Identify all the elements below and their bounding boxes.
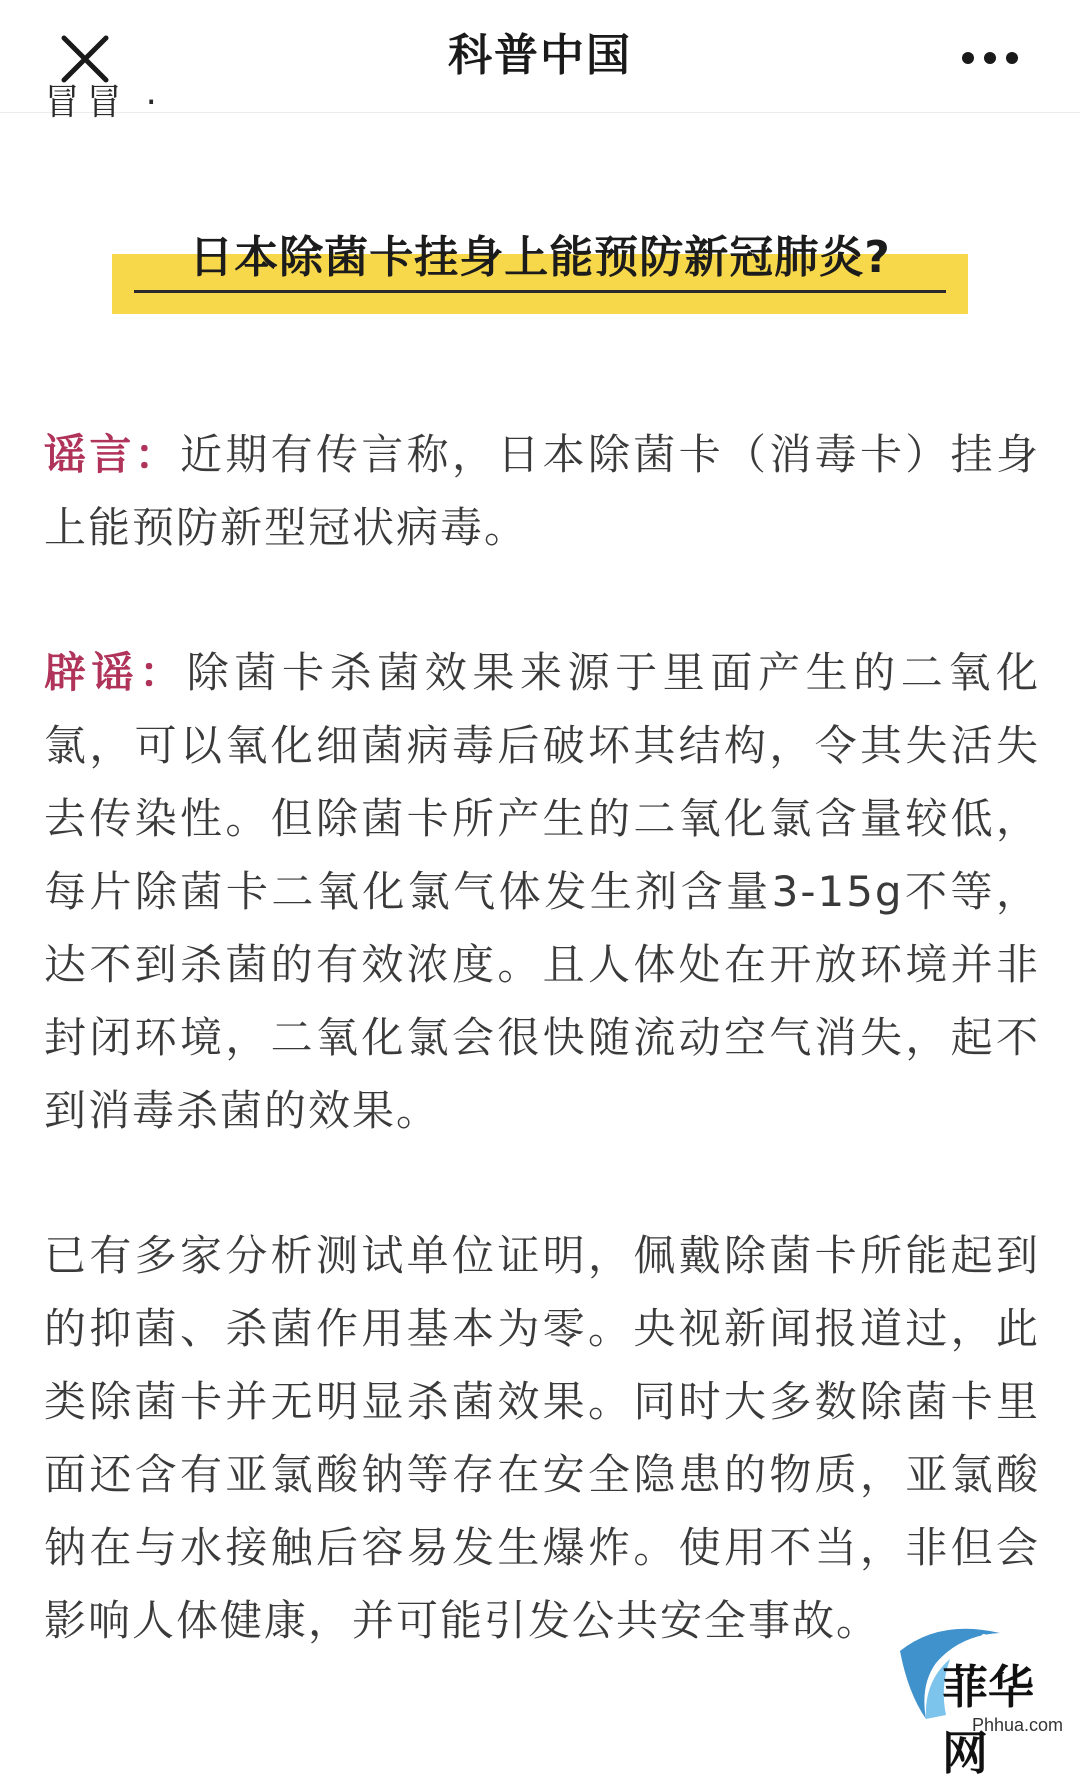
watermark-domain: Phhua.com	[972, 1715, 1064, 1735]
watermark-text: 菲华网	[942, 1660, 1034, 1780]
scrolled-text-fragment	[44, 82, 184, 123]
rumor-label: 谣言：	[44, 430, 180, 479]
evidence-paragraph: 已有多家分析测试单位证明，佩戴除菌卡所能起到的抑菌、杀菌作用基本为零。央视新闻报道过，此类除菌卡并无明显杀菌效果。同时大多数除菌卡里面还含有亚氯酸钠等存在安全隐患的物质，亚氯酸钠在与水接触后容易发生爆炸。使用不当，非但会影响人体健康，并可能引发公共安全事故。	[44, 1231, 1040, 1645]
debunk-text: 除菌卡杀菌效果来源于里面产生的二氧化氯，可以氧化细菌病毒后破坏其结构，令其失活失去传染性。但除菌卡所产生的二氧化氯含量较低，每片除菌卡二氧化氯气体发生剂含量3-15g不等，达不到杀菌的有效浓度。且人体处在开放环境并非封闭环境，二氧化氯会很快随流动空气消失，起不到消毒杀菌的效果。	[44, 648, 1040, 1135]
headline-underline	[134, 290, 946, 293]
headline: 日本除菌卡挂身上能预防新冠肺炎?	[189, 232, 891, 283]
faded-text: 冒冒 ·	[44, 82, 163, 123]
article-body	[44, 418, 1040, 1729]
page-title: 科普中国	[448, 30, 632, 81]
site-watermark	[880, 1611, 1070, 1780]
more-dots-icon	[950, 30, 1030, 86]
rumor-paragraph	[44, 418, 1040, 564]
rumor-text: 近期有传言称，日本除菌卡（消毒卡）挂身上能预防新型冠状病毒。	[44, 430, 1040, 552]
debunk-label: 辟谣：	[44, 648, 187, 697]
debunk-paragraph	[44, 636, 1040, 1147]
headline-banner	[112, 222, 968, 314]
more-options-button[interactable]	[950, 30, 1030, 86]
